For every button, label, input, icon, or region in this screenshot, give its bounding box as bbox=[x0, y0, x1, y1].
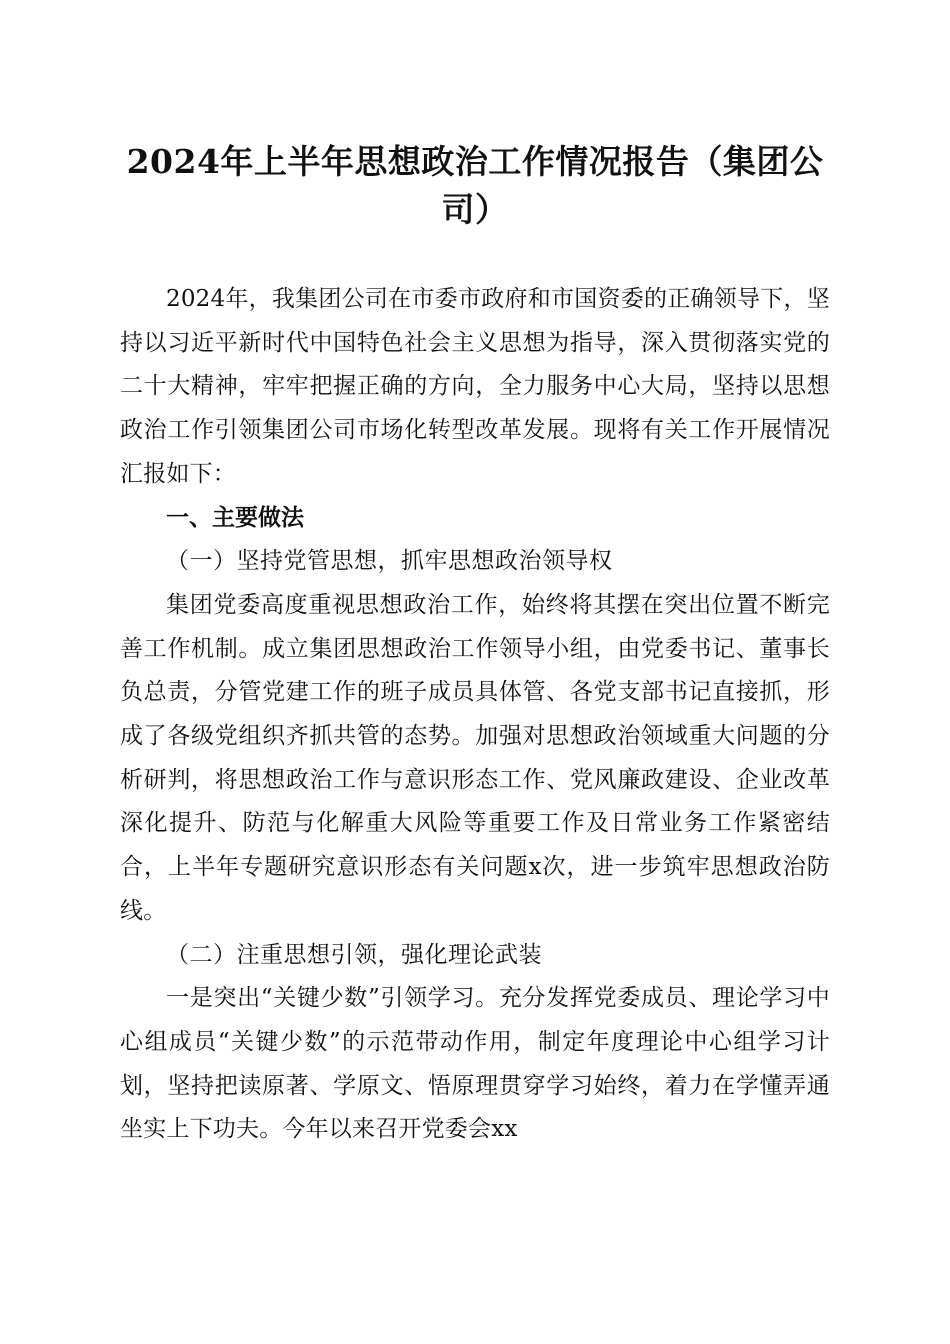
subsection-heading-2: （二）注重思想引领，强化理论武装 bbox=[166, 941, 542, 968]
document-body bbox=[120, 278, 830, 1152]
document-title: 2024年上半年思想政治工作情况报告（集团公司） bbox=[126, 142, 824, 229]
intro-paragraph: 2024年，我集团公司在市委市政府和市国资委的正确领导下，坚持以习近平新时代中国特色社会主义思想为指导，深入贯彻落实党的二十大精神，牢牢把握正确的方向，全力服务中心大局，坚持以思想政治工作引领集团公司市场化转型改革发展。现将有关工作开展情况汇报如下： bbox=[120, 286, 830, 487]
subsection-1-paragraph: 集团党委高度重视思想政治工作，始终将其摆在突出位置不断完善工作机制。成立集团思想政治工作领导小组，由党委书记、董事长负总责，分管党建工作的班子成员具体管、各党支部书记直接抓，形成了各级党组织齐抓共管的态势。加强对思想政治领域重大问题的分析研判，将思想政治工作与意识形态工作、党风廉政建设、企业改革深化提升、防范与化解重大风险等重要工作及日常业务工作紧密结合，上半年专题研究意识形态有关问题x次，进一步筑牢思想政治防线。 bbox=[120, 591, 830, 924]
subsection-2-paragraph: 一是突出“关键少数”引领学习。充分发挥党委成员、理论学习中心组成员“关键少数”的示范带动作用，制定年度理论中心组学习计划，坚持把读原著、学原文、悟原理贯穿学习始终，着力在学懂弄通坐实上下功夫。今年以来召开党委会xx bbox=[120, 985, 830, 1143]
subsection-heading-1: （一）坚持党管思想，抓牢思想政治领导权 bbox=[166, 548, 613, 575]
section-heading-main-practices: 一、主要做法 bbox=[166, 504, 304, 531]
